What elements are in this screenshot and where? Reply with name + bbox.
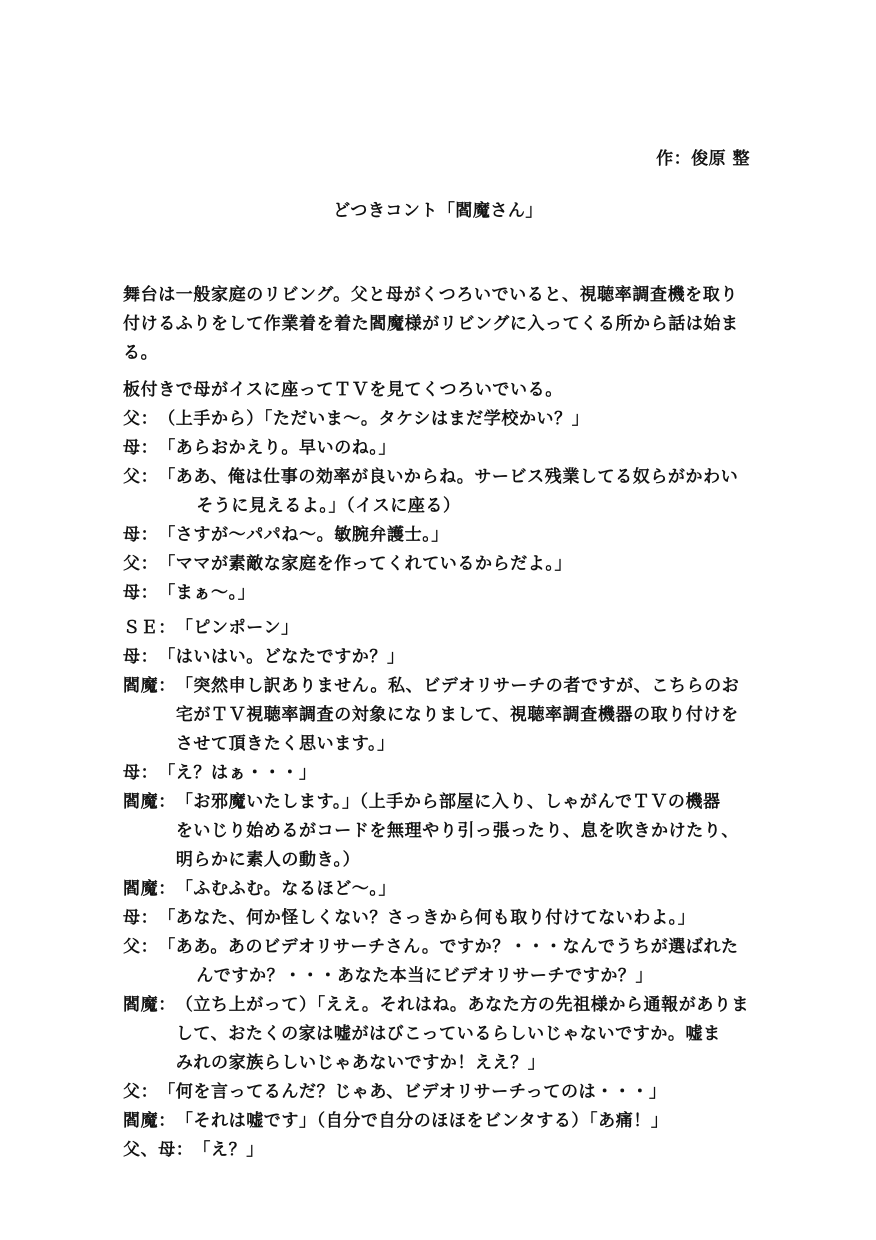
dialogue-line — [123, 521, 763, 550]
dialogue-line — [123, 614, 763, 643]
speaker-label: ＳＥ： — [123, 618, 176, 638]
dialogue-line — [123, 672, 763, 759]
intro-line: 付けるふりをして作業着を着た閻魔様がリビングに入ってくる所から話は始ま — [123, 314, 739, 334]
speaker-label: 閻魔： — [123, 995, 176, 1015]
speaker-label: 母： — [123, 908, 159, 928]
dialogue-line — [123, 1078, 763, 1107]
dialogue-text: 「それは嘘です」（自分で自分のほほをビンタする）「あ痛！」 — [175, 1111, 669, 1131]
dialogue-line — [123, 463, 763, 521]
dialogue-text: 「何を言ってるんだ？じゃあ、ビデオリサーチってのは・・・」 — [158, 1082, 667, 1102]
dialogue-text: 「ピンポーン」 — [175, 618, 299, 638]
dialogue-line — [123, 991, 763, 1078]
scene-block-2 — [123, 614, 763, 1165]
speaker-label: 母： — [123, 647, 159, 667]
speaker-label: 閻魔： — [123, 676, 176, 696]
dialogue-text: んですか？・・・あなた本当にビデオリサーチですか？」 — [196, 966, 654, 986]
dialogue-text: 明らかに素人の動き。） — [175, 850, 361, 870]
speaker-label: 閻魔： — [123, 1111, 176, 1131]
speaker-label: 父： — [123, 467, 159, 487]
speaker-label: 閻魔： — [123, 792, 176, 812]
page-title: どつきコント「閻魔さん」 — [333, 201, 543, 221]
dialogue-text: をいじり始めるがコードを無理やり引っ張ったり、息を吹きかけたり、 — [175, 821, 740, 841]
dialogue-line — [123, 434, 763, 463]
intro-line: る。 — [123, 343, 159, 363]
speaker-label: 母： — [123, 583, 159, 603]
speaker-label: 母： — [123, 438, 159, 458]
speaker-label: 父： — [123, 937, 159, 957]
intro-line: 舞台は一般家庭のリビング。父と母がくつろいでいると、視聴率調査機を取り — [123, 285, 738, 305]
dialogue-text: 「え？」 — [193, 1140, 264, 1160]
dialogue-text: 「あらおかえり。早いのね。」 — [158, 438, 397, 458]
dialogue-text: 「さすが～パパね～。敏腕弁護士。」 — [158, 525, 449, 545]
stage-direction: 板付きで母がイスに座ってＴＶを見てくつろいでいる。 — [123, 380, 563, 400]
intro-paragraph — [123, 281, 753, 368]
dialogue-text: 「あなた、何か怪しくない？さっきから何も取り付けてないわよ。」 — [158, 908, 696, 928]
speaker-label: 父： — [123, 554, 159, 574]
dialogue-text: みれの家族らしいじゃあないですか！ええ？」 — [175, 1053, 546, 1073]
dialogue-text: 「突然申し訳ありません。私、ビデオリサーチの者ですが、こちらのお — [175, 676, 740, 696]
speaker-label: 父： — [123, 409, 159, 429]
dialogue-line — [123, 759, 763, 788]
dialogue-text: 「ふむふむ。なるほど～。」 — [175, 879, 397, 899]
dialogue-line — [123, 1107, 763, 1136]
speaker-label: 母： — [123, 763, 159, 783]
dialogue-text: させて頂きたく思います。」 — [175, 734, 395, 754]
dialogue-text: 「ああ。あのビデオリサーチさん。ですか？・・・なんでうちが選ばれた — [158, 937, 739, 957]
dialogue-text: 宅がＴＶ視聴率調査の対象になりまして、視聴率調査機器の取り付けを — [175, 705, 739, 725]
speaker-label: 父： — [123, 1082, 159, 1102]
dialogue-text: （上手から）「ただいま～。タケシはまだ学校かい？」 — [158, 409, 590, 429]
dialogue-text: 「ああ、俺は仕事の効率が良いからね。サービス残業してる奴らがかわい — [158, 467, 739, 487]
dialogue-line — [123, 1136, 763, 1165]
dialogue-text: そうに見えるよ。」（イスに座る） — [196, 496, 461, 516]
dialogue-line — [123, 405, 763, 434]
dialogue-line — [123, 643, 763, 672]
speaker-label: 父、母： — [123, 1140, 194, 1160]
dialogue-text: 「お邪魔いたします。」（上手から部屋に入り、しゃがんでＴＶの機器 — [175, 792, 721, 812]
speaker-label: 閻魔： — [123, 879, 176, 899]
dialogue-line — [123, 788, 763, 875]
dialogue-text: （立ち上がって）「ええ。それはね。あなた方の先祖様から通報がありま — [175, 995, 750, 1015]
scene-block-1 — [123, 376, 763, 608]
dialogue-line — [123, 550, 763, 579]
dialogue-text: して、おたくの家は嘘がはびこっているらしいじゃないですか。嘘ま — [175, 1024, 721, 1044]
dialogue-text: 「ママが素敵な家庭を作ってくれているからだよ。」 — [158, 554, 573, 574]
dialogue-line — [123, 904, 763, 933]
dialogue-text: 「え？はぁ・・・」 — [158, 763, 317, 783]
speaker-label: 母： — [123, 525, 159, 545]
dialogue-text: 「まぁ～。」 — [158, 583, 256, 603]
dialogue-line — [123, 875, 763, 904]
dialogue-line — [123, 579, 763, 608]
author-credit: 作：俊原 整 — [656, 149, 750, 169]
dialogue-line — [123, 933, 763, 991]
dialogue-text: 「はいはい。どなたですか？」 — [158, 647, 405, 667]
